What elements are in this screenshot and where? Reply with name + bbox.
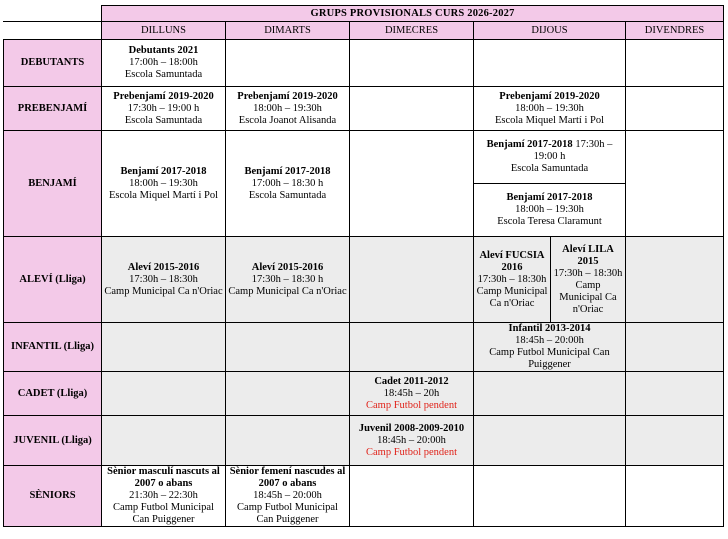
- empty-cell: [350, 40, 474, 87]
- session-time: 18:45h – 20:00h: [515, 335, 584, 346]
- session-time: 18:45h – 20:00h: [253, 490, 322, 501]
- category-seniors: SÈNIORS: [4, 466, 102, 527]
- empty-cell: [626, 237, 724, 323]
- session-place: Escola Samuntada: [248, 189, 327, 201]
- session-place: Camp Futbol Municipal Can Puiggener: [489, 347, 610, 370]
- schedule-table: [3, 5, 724, 527]
- session-group: Benjamí 2017-2018: [244, 165, 331, 177]
- category-debutants: DEBUTANTS: [4, 40, 102, 87]
- row-benjami: [4, 131, 724, 184]
- row-debutants: [4, 40, 724, 87]
- session-time: 18:00h – 19:30h: [515, 204, 584, 215]
- session-cell: [102, 466, 226, 527]
- category-prebenjami: PREBENJAMÍ: [4, 87, 102, 131]
- session-place: Camp Municipal Ca n'Oriac: [228, 285, 347, 297]
- session-time: 17:30h – 19:00 h: [127, 102, 200, 114]
- session-time: 18:45h – 20:00h: [377, 434, 446, 446]
- session-cell: [350, 372, 474, 416]
- empty-cell: [350, 237, 474, 323]
- session-cell: [474, 323, 626, 372]
- session-place: Camp Futbol Municipal Can Puiggener: [113, 502, 214, 525]
- session-place-pending: Camp Futbol pendent: [366, 446, 457, 458]
- session-group: Aleví FUCSIA 2016: [479, 249, 545, 273]
- day-header-dimarts: DIMARTS: [226, 22, 350, 40]
- session-group: Infantil 2013-2014: [508, 323, 591, 334]
- session-group: Sènior femení nascudes al 2007 o abans: [229, 466, 346, 489]
- category-juvenil: JUVENIL (Lliga): [4, 416, 102, 466]
- session-time: 17:30h – 18:30h: [129, 273, 198, 285]
- empty-cell: [474, 372, 626, 416]
- session-group: Aleví 2015-2016: [251, 261, 324, 273]
- row-seniors: [4, 466, 724, 527]
- empty-cell: [226, 416, 350, 466]
- empty-cell: [102, 416, 226, 466]
- empty-cell: [350, 87, 474, 131]
- session-time: 18:00h – 19:30h: [253, 102, 322, 114]
- session-cell: [102, 131, 226, 237]
- session-place: Escola Teresa Claramunt: [497, 216, 602, 227]
- session-place: Escola Samuntada: [124, 69, 203, 80]
- empty-cell: [226, 372, 350, 416]
- session-time: 17:00h – 18:30 h: [251, 177, 324, 189]
- category-infantil: INFANTIL (Lliga): [4, 323, 102, 372]
- session-time: 17:30h – 18:30h: [477, 273, 547, 285]
- empty-cell: [626, 416, 724, 466]
- session-header-line: [476, 139, 623, 151]
- session-place: Escola Miquel Martí i Pol: [108, 189, 219, 201]
- session-time: 18:45h – 20h: [383, 387, 440, 399]
- session-place: Camp Municipal Ca n'Oriac: [476, 285, 548, 309]
- corner-cell: [4, 6, 102, 22]
- empty-cell: [626, 323, 724, 372]
- session-place: Escola Samuntada: [124, 114, 203, 126]
- empty-cell: [102, 372, 226, 416]
- session-place: Escola Miquel Martí i Pol: [494, 114, 605, 126]
- session-cell: [226, 131, 350, 237]
- day-header-divendres: DIVENDRES: [626, 22, 724, 40]
- session-cell: [350, 416, 474, 466]
- session-group: Aleví LILA 2015: [562, 243, 614, 267]
- empty-cell: [350, 323, 474, 372]
- session-time-start: 17:30h –: [575, 139, 613, 150]
- category-cadet: CADET (Lliga): [4, 372, 102, 416]
- empty-cell: [626, 131, 724, 237]
- row-alevi: [4, 237, 724, 323]
- session-time: 17:30h – 18:30 h: [251, 273, 324, 285]
- row-prebenjami: [4, 87, 724, 131]
- session-cell: [226, 237, 350, 323]
- session-group: Benjamí 2017-2018: [120, 165, 207, 177]
- session-group: Cadet 2011-2012: [374, 375, 449, 387]
- empty-cell: [226, 323, 350, 372]
- row-cadet: [4, 372, 724, 416]
- row-infantil: [4, 323, 724, 372]
- empty-cell: [626, 87, 724, 131]
- session-cell: [551, 237, 626, 323]
- session-cell: [474, 237, 551, 323]
- corner-cell: [4, 22, 102, 40]
- session-place: Escola Samuntada: [510, 163, 589, 174]
- session-time: 21:30h – 22:30h: [129, 490, 198, 501]
- session-cell: [474, 131, 626, 184]
- session-cell: [474, 184, 626, 237]
- session-cell: [226, 87, 350, 131]
- session-cell: [102, 237, 226, 323]
- session-time: 18:00h – 19:30h: [129, 177, 198, 189]
- row-juvenil: [4, 416, 724, 466]
- empty-cell: [474, 416, 626, 466]
- session-group: Aleví 2015-2016: [127, 261, 200, 273]
- session-group: Prebenjamí 2019-2020: [113, 90, 214, 102]
- session-cell: [102, 87, 226, 131]
- session-group: Prebenjamí 2019-2020: [237, 90, 338, 102]
- empty-cell: [626, 372, 724, 416]
- empty-cell: [474, 466, 626, 527]
- session-group: Benjamí 2017-2018: [506, 192, 593, 203]
- category-alevi: ALEVÍ (Lliga): [4, 237, 102, 323]
- empty-cell: [350, 466, 474, 527]
- session-time: 17:30h – 18:30h: [553, 267, 623, 279]
- empty-cell: [226, 40, 350, 87]
- session-place: Camp Municipal Ca n'Oriac: [104, 285, 223, 297]
- session-time: 18:00h – 19:30h: [515, 102, 584, 114]
- empty-cell: [102, 323, 226, 372]
- empty-cell: [350, 131, 474, 237]
- empty-cell: [626, 40, 724, 87]
- session-group: Prebenjamí 2019-2020: [499, 90, 600, 102]
- day-header-dijous: DIJOUS: [474, 22, 626, 40]
- table-title: GRUPS PROVISIONALS CURS 2026-2027: [102, 6, 724, 22]
- session-group: Juvenil 2008-2009-2010: [358, 422, 465, 434]
- session-place: Camp Municipal Ca n'Oriac: [559, 279, 617, 315]
- session-place-pending: Camp Futbol pendent: [366, 399, 457, 411]
- empty-cell: [474, 40, 626, 87]
- session-place: Escola Joanot Alisanda: [238, 114, 337, 126]
- session-group: Sènior masculí nascuts al 2007 o abans: [107, 466, 220, 489]
- day-header-dimecres: DIMECRES: [350, 22, 474, 40]
- session-group: Benjamí 2017-2018: [486, 139, 573, 150]
- session-time: 17:00h – 18:00h: [129, 57, 198, 68]
- session-group: Debutants 2021: [128, 45, 199, 56]
- session-place: Camp Futbol Municipal Can Puiggener: [237, 502, 338, 525]
- empty-cell: [626, 466, 724, 527]
- session-time: 19:00 h: [533, 151, 566, 162]
- session-cell: [102, 40, 226, 87]
- day-header-dilluns: DILLUNS: [102, 22, 226, 40]
- category-benjami: BENJAMÍ: [4, 131, 102, 237]
- session-cell: [474, 87, 626, 131]
- session-cell: [226, 466, 350, 527]
